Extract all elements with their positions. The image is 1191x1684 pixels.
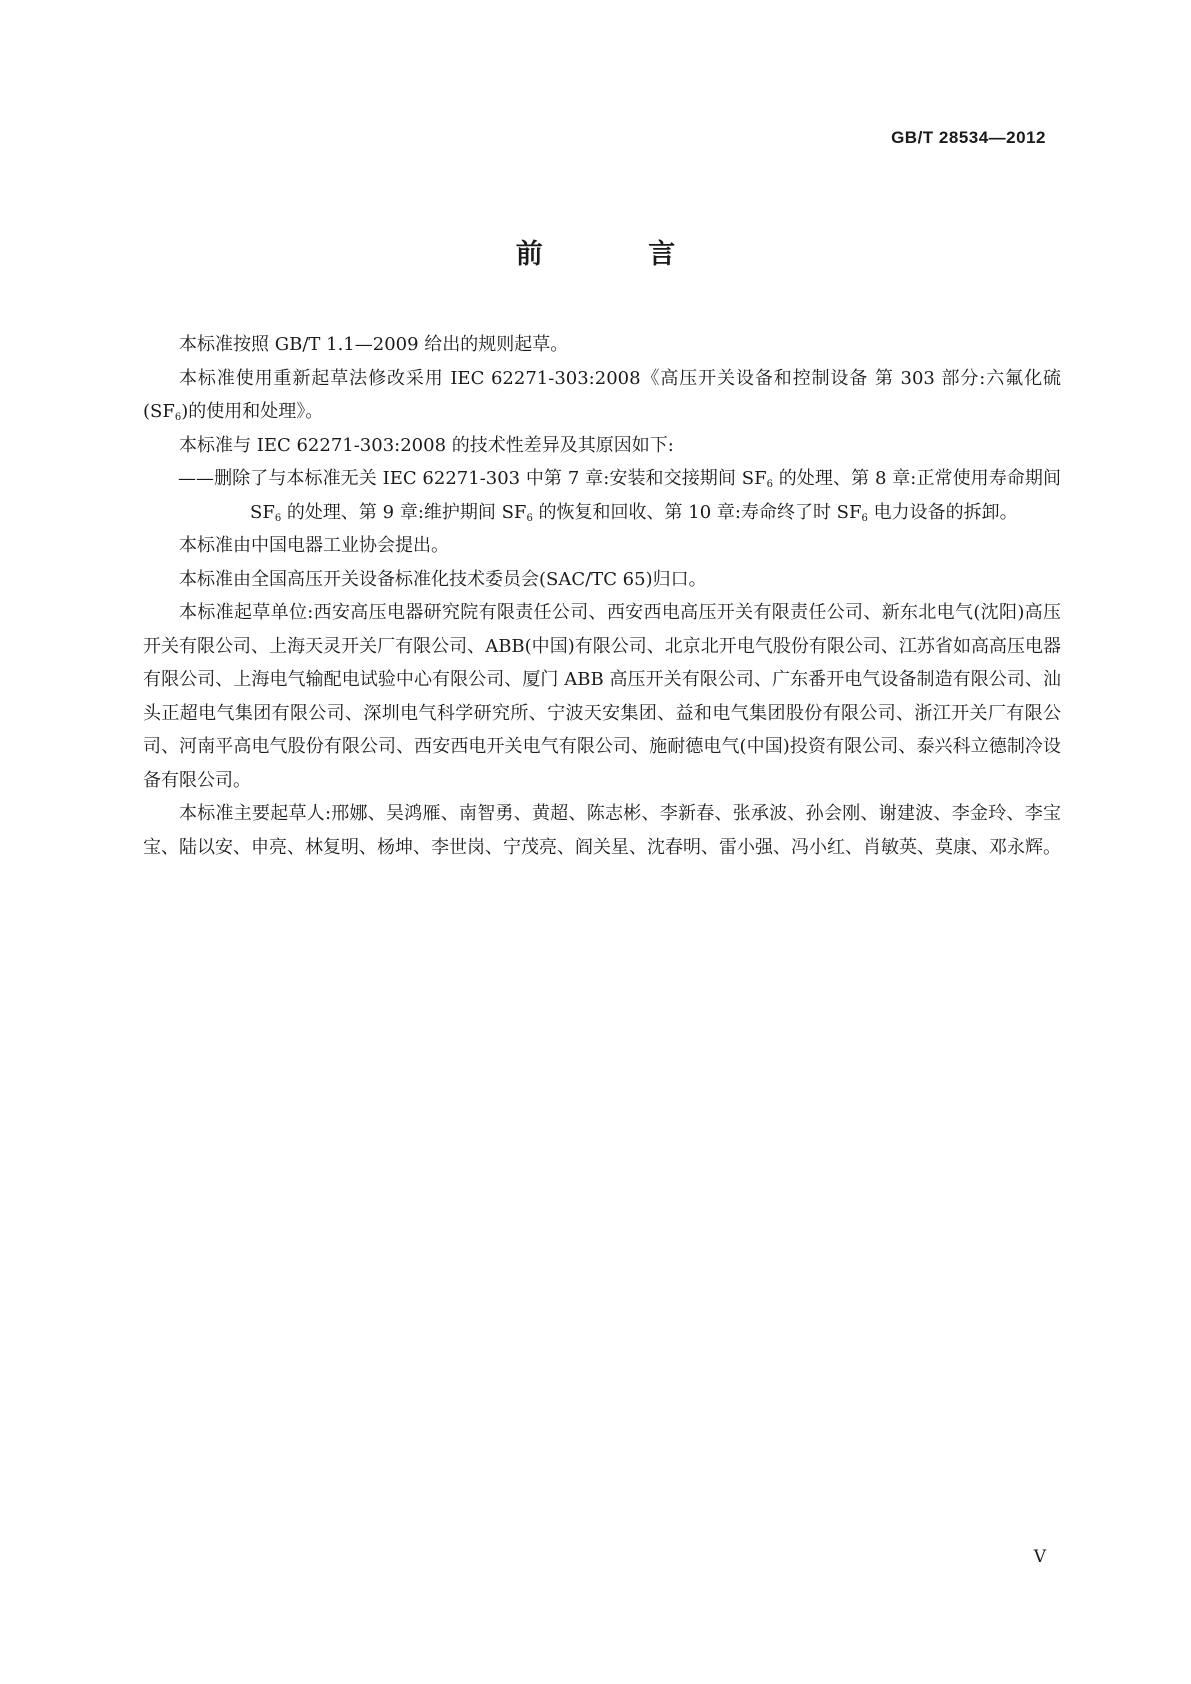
- subscript: 6: [861, 512, 868, 524]
- subscript: 6: [526, 512, 533, 524]
- subscript: 6: [766, 479, 773, 490]
- paragraph-text: 本标准使用重新起草法修改采用 IEC 62271-303:2008《高压开关设备和控制设备 第 303 部分:六氟化硫(SF: [143, 367, 1061, 422]
- paragraph-proposer: 本标准由中国电器工业协会提出。: [179, 535, 449, 556]
- page-number: V: [1033, 1547, 1046, 1567]
- list-item-difference: [143, 462, 1061, 529]
- list-item-text: 的处理、第 8 章:正常使用寿命期间 SF: [250, 468, 1062, 523]
- paragraph-drafting-rules: 本标准按照 GB/T 1.1—2009 给出的规则起草。: [179, 334, 569, 355]
- subscript: 6: [274, 512, 282, 524]
- paragraph-differences: 本标准与 IEC 62271-303:2008 的技术性差异及其原因如下:: [179, 434, 674, 456]
- paragraph-committee: 本标准由全国高压开关设备标准化技术委员会(SAC/TC 65)归口。: [179, 568, 707, 590]
- list-item-text: ——删除了与本标准无关 IEC 62271-303 中第 7 章:安装和交接期间 SF: [178, 468, 767, 489]
- list-item-text: 的恢复和回收、第 10 章:寿命终了时 SF: [532, 501, 862, 523]
- page-title: 前 言: [515, 239, 724, 270]
- paragraph-adoption: [143, 362, 1061, 429]
- subscript: 6: [174, 412, 182, 423]
- paragraph-text: )的使用和处理》。: [181, 401, 324, 422]
- paragraph-drafters: 本标准主要起草人:邢娜、吴鸿雁、南智勇、黄超、陈志彬、李新春、张承波、孙会刚、谢建波、李金玲、李宝宝、陆以安、申亮、林复明、杨坤、李世岗、宁茂亮、阎关星、沈春明、雷小强、冯小红、肖敏英、莫康、邓永辉。: [143, 803, 1061, 858]
- list-item-text: 的处理、第 9 章:维护期间 SF: [281, 501, 527, 523]
- standard-number: GB/T 28534—2012: [891, 128, 1046, 147]
- list-item-text: 电力设备的拆卸。: [867, 501, 1018, 523]
- foreword-body: [143, 328, 1061, 864]
- paragraph-drafting-units: 本标准起草单位:西安高压电器研究院有限责任公司、西安西电高压开关有限责任公司、新东北电气(沈阳)高压开关有限公司、上海天灵开关厂有限公司、ABB(中国)有限公司、北京北开电气股份有限公司、江苏省如高高压电器有限公司、上海电气输配电试验中心有限公司、厦门 ABB 高压开关有限公司、广东番开电气设备制造有限公司、汕头正超电气集团有限公司、深圳电气科学研究所、宁波天安集团、益和电气集团股份有限公司、浙江开关厂有限公司、河南平高电气股份有限公司、西安西电开关电气有限公司、施耐德电气(中国)投资有限公司、泰兴科立德制冷设备有限公司。: [143, 602, 1061, 791]
